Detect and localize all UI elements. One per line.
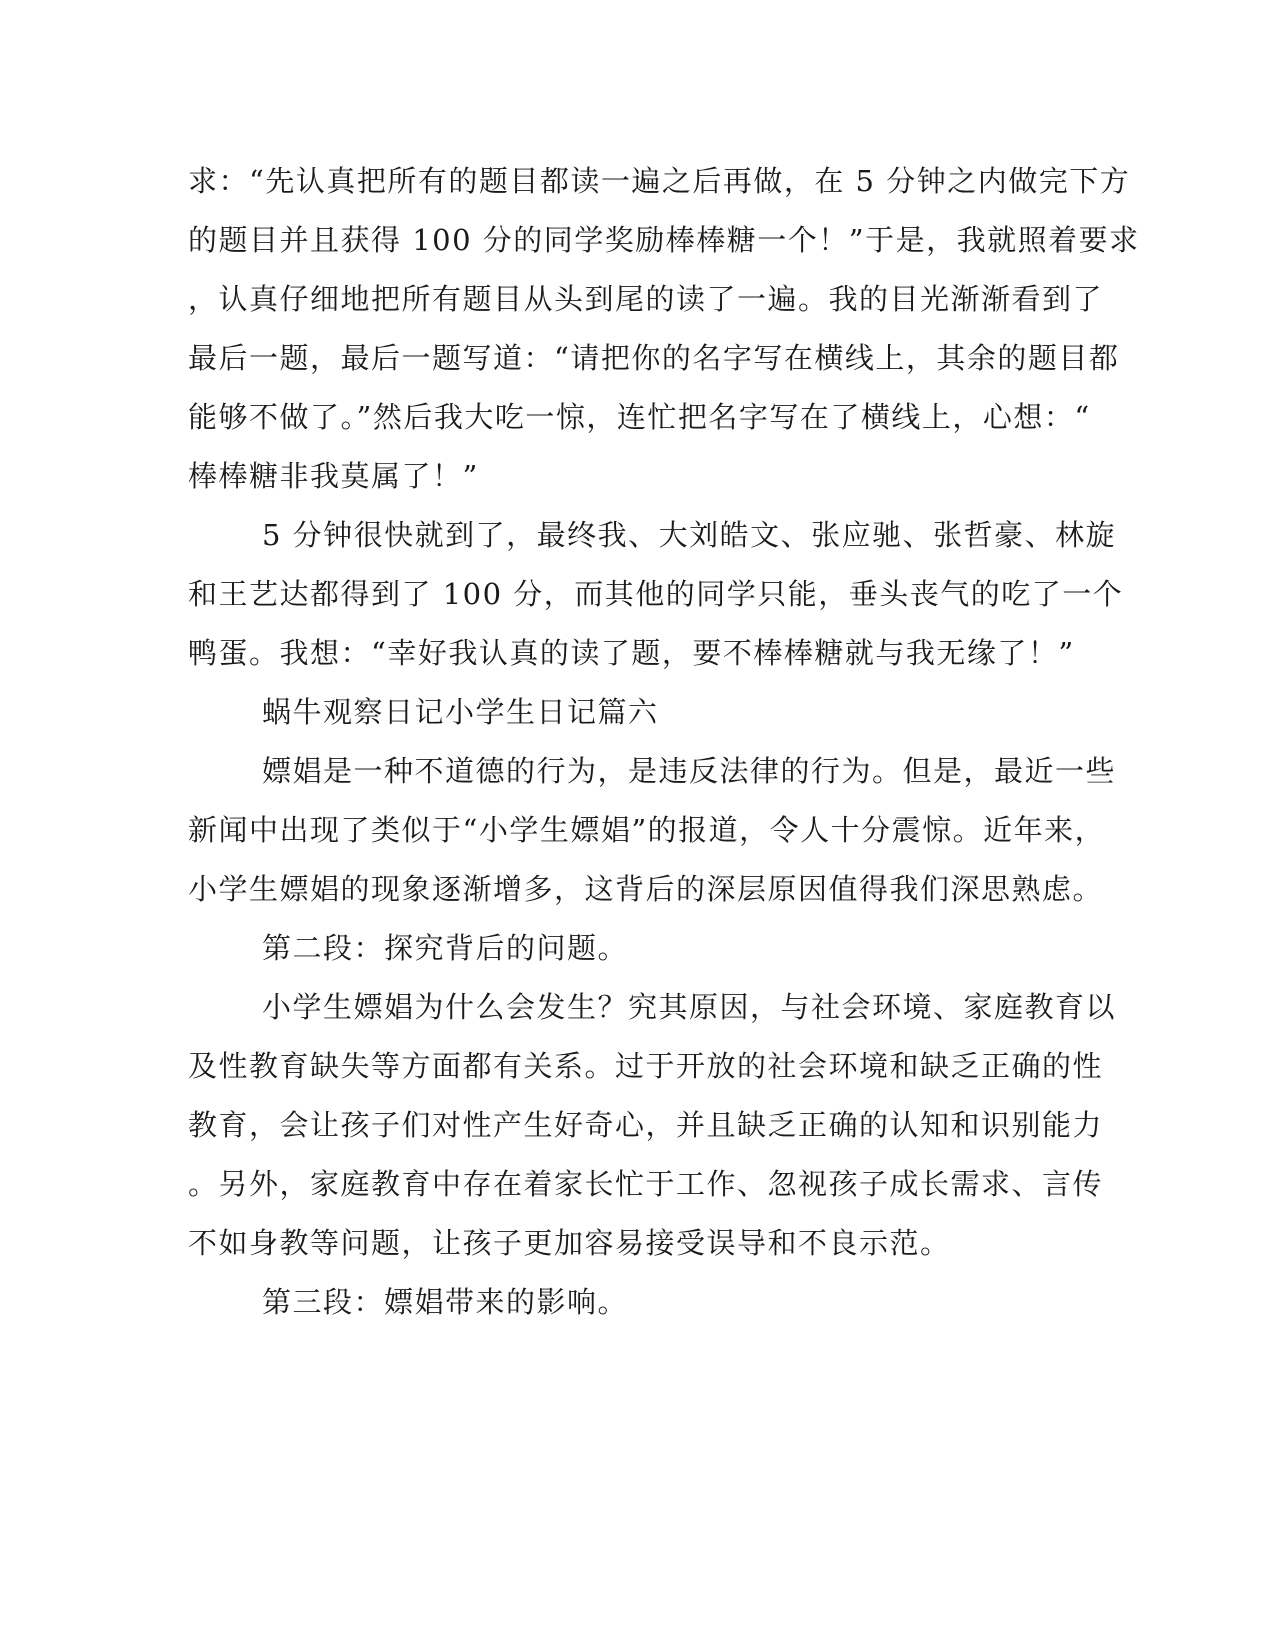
- text-line: 和王艺达都得到了 100 分，而其他的同学只能，垂头丧气的吃了一个: [188, 577, 1124, 611]
- text-line: 不如身教等问题，让孩子更加容易接受误导和不良示范。: [188, 1226, 951, 1260]
- section-heading: 第三段：嫖娼带来的影响。: [262, 1285, 629, 1319]
- text-line: 鸭蛋。我想：“幸好我认真的读了题，要不棒棒糖就与我无缘了！”: [188, 636, 1075, 670]
- text-line: 教育，会让孩子们对性产生好奇心，并且缺乏正确的认知和识别能力: [188, 1108, 1104, 1142]
- text-line: 求：“先认真把所有的题目都读一遍之后再做，在 5 分钟之内做完下方: [188, 164, 1131, 198]
- section-heading: 蜗牛观察日记小学生日记篇六: [262, 695, 659, 729]
- text-line: 及性教育缺失等方面都有关系。过于开放的社会环境和缺乏正确的性: [188, 1049, 1104, 1083]
- text-line: 最后一题，最后一题写道：“请把你的名字写在横线上，其余的题目都: [188, 341, 1120, 375]
- paragraph-start-line: 5 分钟很快就到了，最终我、大刘皓文、张应驰、张哲豪、林旋: [262, 518, 1117, 552]
- text-line: ，认真仔细地把所有题目从头到尾的读了一遍。我的目光渐渐看到了: [188, 282, 1104, 316]
- paragraph-start-line: 小学生嫖娼为什么会发生？究其原因，与社会环境、家庭教育以: [262, 990, 1117, 1024]
- text-line: 能够不做了。”然后我大吃一惊，连忙把名字写在了横线上，心想：“: [188, 400, 1091, 434]
- text-line: 的题目并且获得 100 分的同学奖励棒棒糖一个！”于是，我就照着要求: [188, 223, 1140, 257]
- paragraph-start-line: 嫖娼是一种不道德的行为，是违反法律的行为。但是，最近一些: [262, 754, 1117, 788]
- text-line: 新闻中出现了类似于“小学生嫖娼”的报道，令人十分震惊。近年来，: [188, 813, 1106, 847]
- text-line: 棒棒糖非我莫属了！”: [188, 459, 479, 493]
- section-heading: 第二段：探究背后的问题。: [262, 931, 629, 965]
- text-line: 小学生嫖娼的现象逐渐增多，这背后的深层原因值得我们深思熟虑。: [188, 872, 1104, 906]
- text-line: 。另外，家庭教育中存在着家长忙于工作、忽视孩子成长需求、言传: [188, 1167, 1104, 1201]
